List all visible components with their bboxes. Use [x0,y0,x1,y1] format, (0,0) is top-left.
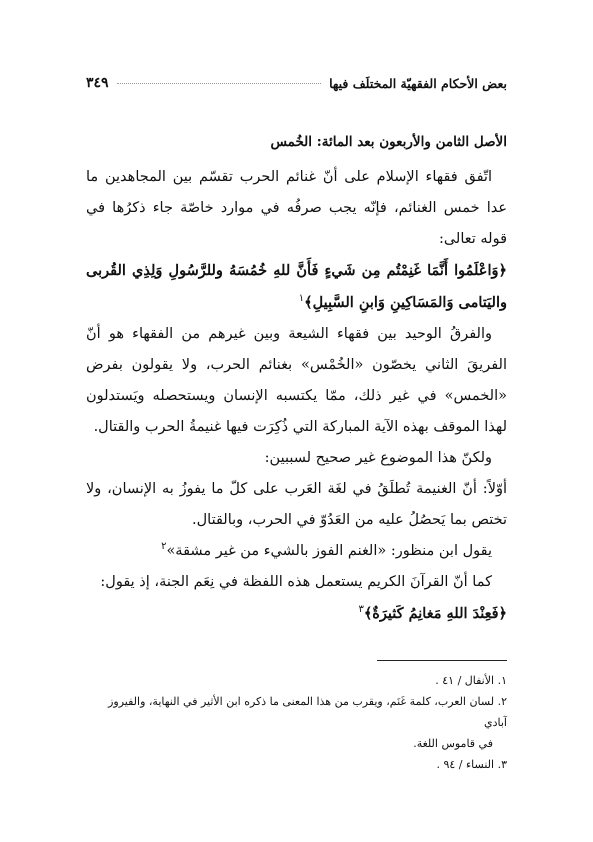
paragraph-two-reasons: ولكنّ هذا الموضوع غير صحيح لسببين: [264,450,492,466]
footnote-ref-3: ٣ [358,604,364,616]
running-header [86,66,507,100]
ibn-manzur-quote: يقول ابن منظور: «الغنم الفوز بالشيء من غير مشقة» [166,543,492,559]
footnote-ref-1: ١ [298,293,305,305]
header-dotted-rule [117,83,322,84]
running-header-title: بعض الأحكام الفقهيّة المختلَف فيها [329,75,507,91]
footnote-2-continued: في قاموس اللغة. [413,737,493,750]
footnote-ref-2: ٢ [161,541,167,553]
verse-text-2: ﴿فَعِنْدَ اللهِ مَغانِمُ كَثيرَةٌ﴾ [363,605,507,622]
quran-verse-anfal [86,255,507,319]
verse-text: ﴿وَاعْلَمُوا أَنَّمَا غَنِمْتُم مِن شَيءٍ فَأَنَّ للهِ خُمُسَهُ وللرَّسُولِ وَلِذِي القُربى واليَتامى وَالمَسَاكِينِ وَابنِ السَّبِيلِ﴾ [86,262,507,311]
section-heading: الأصل الثامن والأربعون بعد المائة: الخُمس [270,134,507,150]
paragraph-intro: اتّفق فقهاء الإسلام على أنّ غنائم الحرب تقسّم بين المجاهدين ما عدا خمس الغنائم، فإنّه يجب صرفُه في موارد خاصّة جاء ذكرُها في قوله تعالى: [86,169,507,247]
paragraph-ibn-manzur [86,536,507,567]
footnotes [86,670,507,775]
paragraph-quran-usage: كما أنّ القرآنَ الكريم يستعمل هذه اللفظة في نِعَم الجنة، إذ يقول: [100,574,492,590]
footnote-1: ١. الأنفال / ٤١ . [435,674,507,687]
footnote-separator [377,660,507,661]
paragraph-difference: والفرقُ الوحيد بين فقهاء الشيعة وبين غيرهم من الفقهاء هو أنّ الفريقَ الثاني يخصّون «الخُمْس» بغنائم الحرب، ولا يقولون بفرض «الخمس» في غير ذلك، ممّا يكتسبه الإنسان ويستحصله ويَستدلون لهذا الموقف بهذه الآية المباركة التي ذُكِرَت فيها غنيمةُ الحرب والقتال. [86,326,507,435]
page-number: ٣٤٩ [86,75,109,91]
main-text [86,128,507,630]
footnote-3: ٣. النساء / ٩٤ . [436,758,507,771]
quran-verse-nisa [86,598,507,630]
paragraph-first-reason: أوّلاً: أنّ الغنيمة تُطلَقُ في لغَة العَرب على كلّ ما يفوزُ به الإنسان، ولا تختص بما يَحصُلُ عليه من العَدُوّ في الحرب، وبالقتال. [86,481,507,528]
footnote-2: ٢. لسان العرب، كلمة غَنَم، ويقرب من هذا المعنى ما ذكره ابن الأثير في النهاية، والفيروز آبادي [108,695,507,729]
